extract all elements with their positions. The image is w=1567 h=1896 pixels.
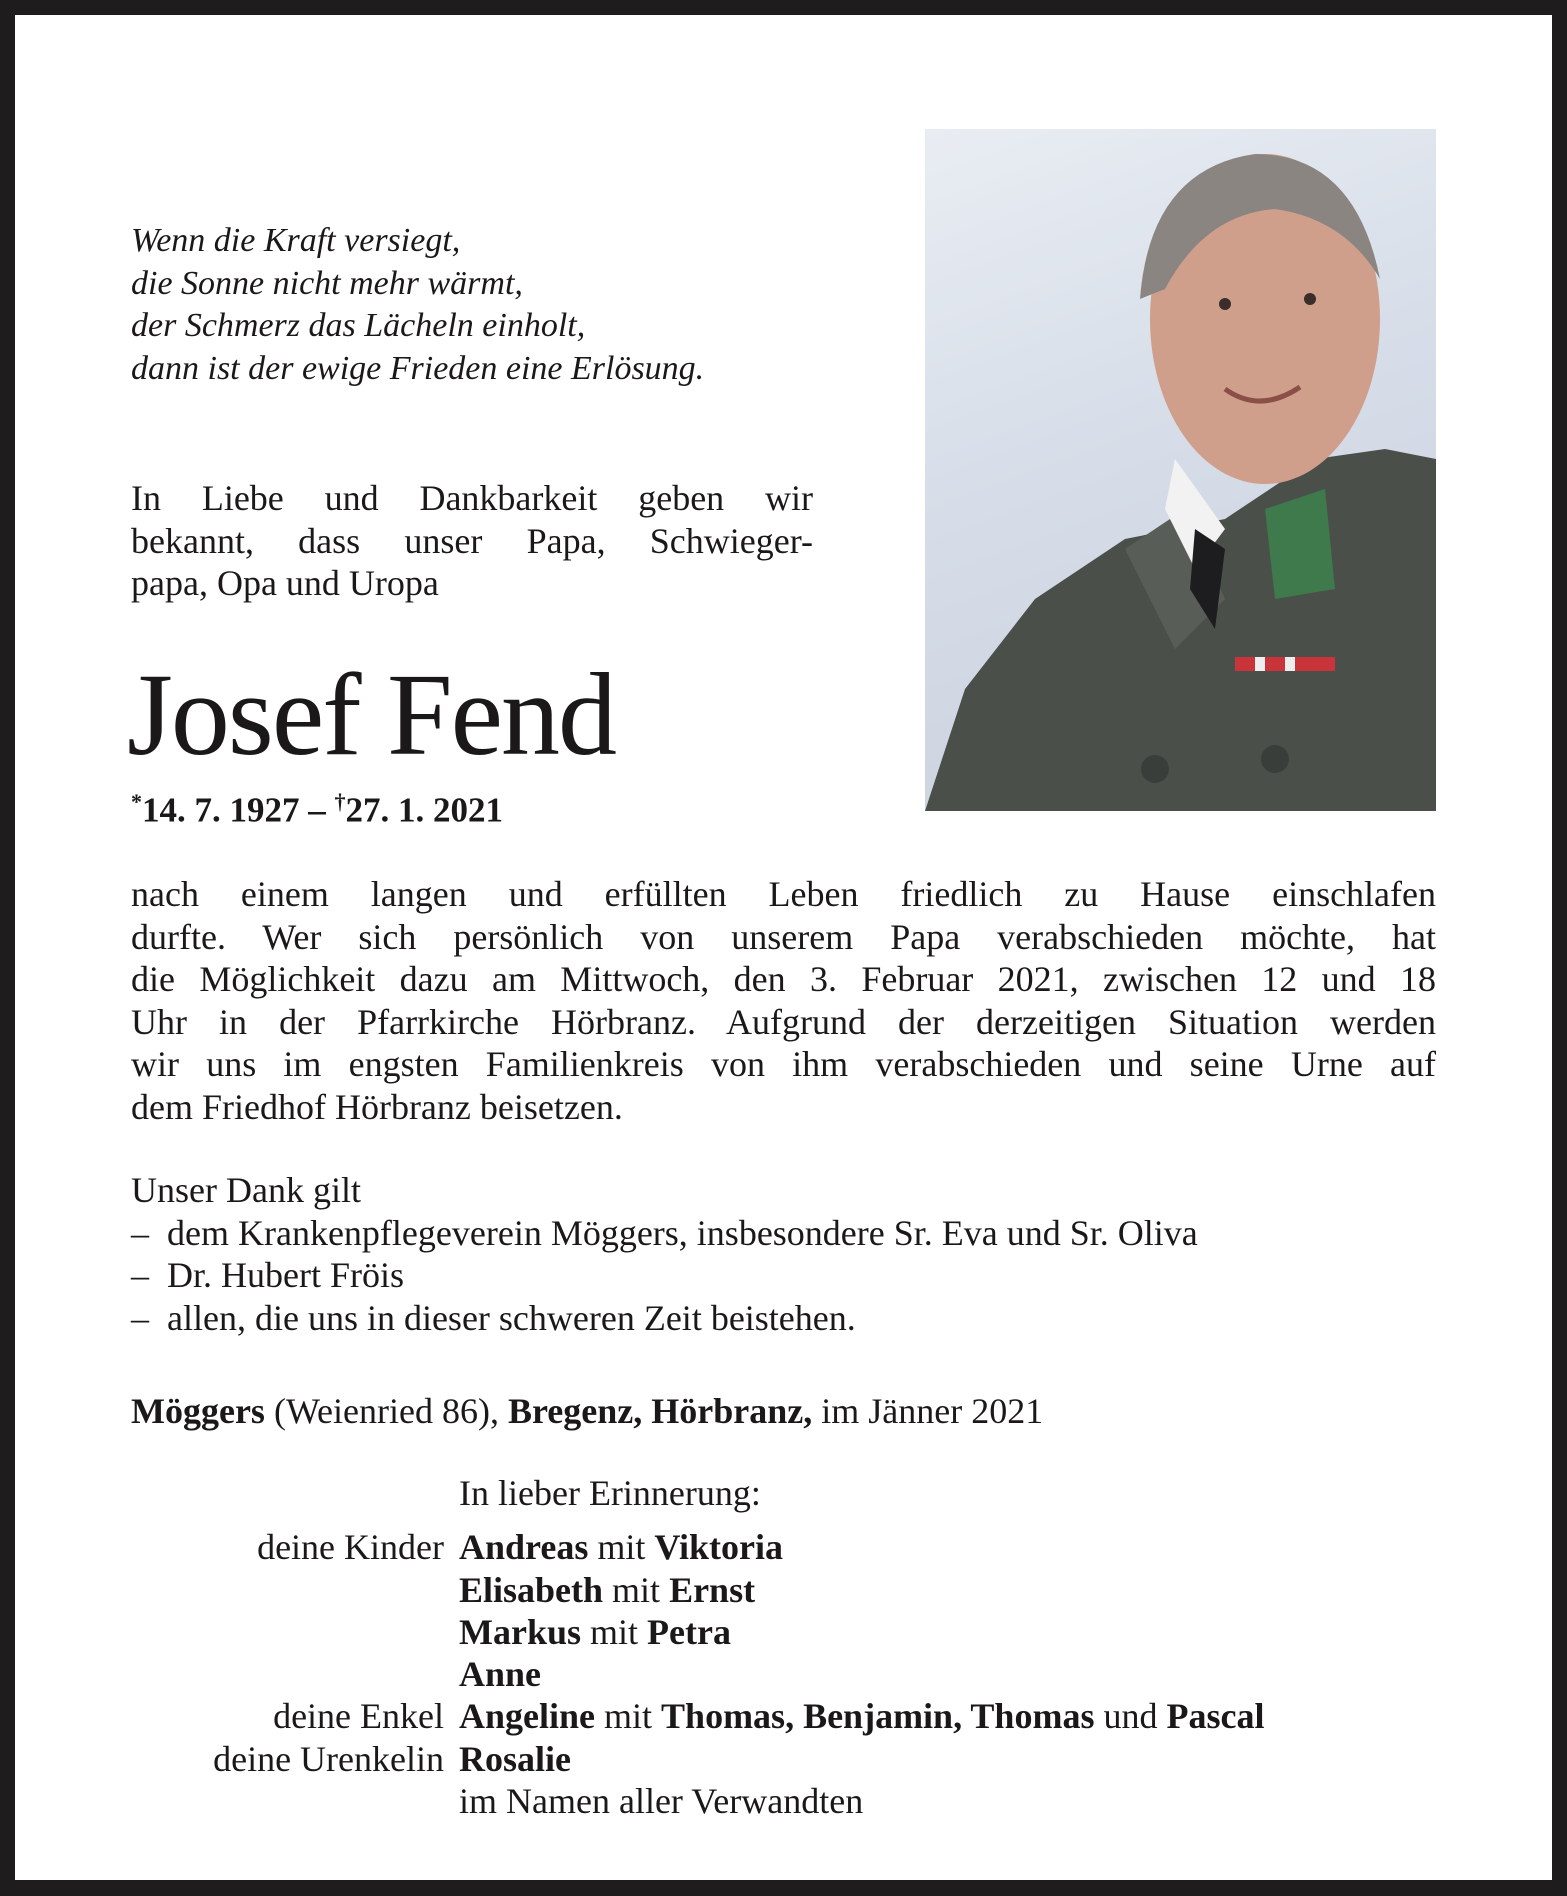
deceased-name: Josef Fend: [127, 649, 616, 780]
life-dates: [131, 789, 503, 831]
body-line: nach einem langen und erfüllten Leben friedlich zu Hause einschlafen: [131, 874, 1436, 914]
family-entry: Anne: [459, 1654, 542, 1695]
intro-line: papa, Opa und Uropa: [131, 563, 439, 603]
thanks-item-text: dem Krankenpflegeverein Möggers, insbesondere Sr. Eva und Sr. Oliva: [167, 1212, 1198, 1253]
family-entry: Elisabeth mit Ernst: [459, 1569, 756, 1610]
death-date: 27. 1. 2021: [345, 790, 503, 830]
poem-line: Wenn die Kraft versiegt,: [131, 222, 461, 259]
address: (Weienried 86),: [264, 1391, 508, 1431]
urenkel-label: deine Urenkelin: [213, 1738, 444, 1779]
portrait-image: [925, 129, 1436, 811]
poem-line: die Sonne nicht mehr wärmt,: [131, 264, 523, 302]
date-text: im Jänner 2021: [812, 1391, 1044, 1431]
death-symbol: †: [334, 789, 346, 814]
place-date-line: [131, 1390, 1043, 1432]
kinder-label: deine Kinder: [257, 1527, 444, 1568]
obituary-page: [15, 15, 1552, 1880]
portrait-photo: [925, 129, 1436, 811]
dash: –: [131, 1297, 149, 1338]
intro-line: In Liebe und Dankbarkeit geben wir: [131, 478, 813, 518]
place-others: Bregenz, Hörbranz,: [507, 1391, 813, 1431]
date-separator: –: [299, 790, 335, 830]
body-line: durfte. Wer sich persönlich von unserem Papa verabschieden möchte, hat: [131, 916, 1436, 957]
poem-line: dann ist der ewige Frieden eine Erlösung.: [131, 349, 705, 387]
family-entry: Rosalie: [459, 1738, 571, 1779]
thanks-item: [131, 1297, 1198, 1340]
thanks-item: [131, 1254, 1198, 1297]
thanks-item: [131, 1212, 1198, 1255]
dash: –: [131, 1212, 149, 1253]
birth-date: 14. 7. 1927: [142, 790, 300, 830]
enkel-label: deine Enkel: [273, 1696, 444, 1737]
poem: [131, 220, 704, 390]
body-line: dem Friedhof Hörbranz beisetzen.: [131, 1086, 623, 1127]
thanks-heading: Unser Dank gilt: [131, 1170, 361, 1210]
thanks-item-text: Dr. Hubert Fröis: [167, 1255, 404, 1295]
signature-heading: In lieber Erinnerung:: [459, 1473, 761, 1513]
announcement-text: [131, 873, 1436, 1128]
thanks-item-text: allen, die uns in dieser schweren Zeit beistehen.: [167, 1297, 856, 1338]
body-line: die Möglichkeit dazu am Mittwoch, den 3. Februar 2021, zwischen 12 und 18: [131, 959, 1436, 999]
place-moeggers: Möggers: [131, 1391, 265, 1431]
body-line: wir uns im engsten Familienkreis von ihm verabschieden und seine Urne auf: [131, 1044, 1436, 1084]
intro-line: bekannt, dass unser Papa, Schwieger-: [131, 520, 813, 561]
signature-block: [131, 1472, 1264, 1822]
family-entry: Markus mit Petra: [459, 1611, 731, 1652]
birth-symbol: *: [131, 789, 142, 814]
family-entry: Angeline mit Thomas, Benjamin, Thomas und Pascal: [459, 1696, 1265, 1737]
thanks-section: [131, 1169, 1198, 1339]
body-line: Uhr in der Pfarrkirche Hörbranz. Aufgrund der derzeitigen Situation werden: [131, 1001, 1436, 1042]
dash: –: [131, 1255, 149, 1295]
poem-line: der Schmerz das Lächeln einholt,: [131, 307, 586, 344]
closing-line: im Namen aller Verwandten: [459, 1781, 864, 1822]
family-entry: Andreas mit Viktoria: [459, 1527, 784, 1568]
intro-paragraph: [131, 477, 813, 605]
